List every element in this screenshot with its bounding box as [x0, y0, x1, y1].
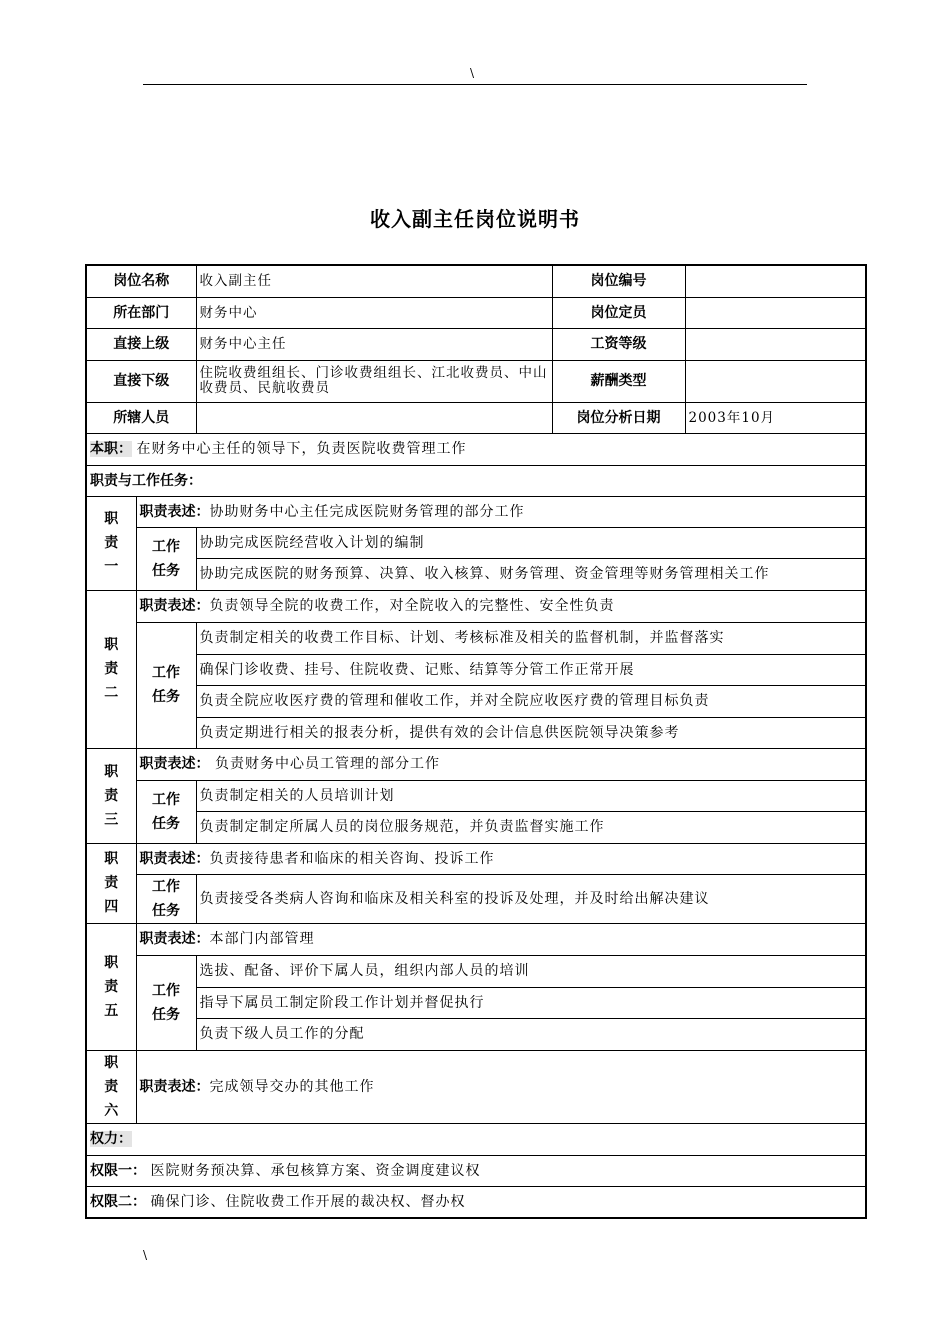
task-item: 选拔、配备、评价下属人员，组织内部人员的培训 [196, 955, 866, 987]
task-item: 负责定期进行相关的报表分析，提供有效的会计信息供医院领导决策参考 [196, 717, 866, 748]
info-value: 收入副主任 [196, 265, 552, 297]
task-item: 负责全院应收医疗费的管理和催收工作，并对全院应收医疗费的管理目标负责 [196, 685, 866, 717]
duty-desc: 负责接待患者和临床的相关咨询、投诉工作 [209, 850, 495, 867]
duty-name: 职 责 六 [86, 1050, 136, 1123]
task-item: 负责制定相关的收费工作目标、计划、考核标准及相关的监督机制，并监督落实 [196, 622, 866, 654]
info-value [685, 297, 866, 328]
duty-desc-label: 职责表述： [139, 756, 210, 772]
power-text: 医院财务预决算、承包核算方案、资金调度建议权 [150, 1162, 481, 1179]
task-item: 确保门诊收费、挂号、住院收费、记账、结算等分管工作正常开展 [196, 654, 866, 685]
duties-header-row [86, 465, 866, 496]
task-item: 负责制定相关的人员培训计划 [196, 780, 866, 811]
duty-summary-label: 本职： [90, 441, 132, 457]
power-header-row [86, 1123, 866, 1155]
power-row [86, 1155, 866, 1186]
duty-desc-row [86, 590, 866, 622]
power-row [86, 1186, 866, 1218]
document-title: 收入副主任岗位说明书 [370, 207, 580, 231]
duty-desc-row [86, 843, 866, 874]
task-label: 工作 任务 [136, 955, 196, 1050]
footer-mark: \ [143, 1248, 148, 1262]
power-label: 权限二： [90, 1193, 146, 1210]
info-label: 直接上级 [86, 328, 196, 360]
duty-desc-label: 职责表述： [139, 931, 210, 947]
task-item: 负责下级人员工作的分配 [196, 1018, 866, 1050]
info-label: 岗位编号 [552, 265, 685, 297]
duty-name: 职 责 一 [86, 496, 136, 590]
info-label: 岗位名称 [86, 265, 196, 297]
info-label: 岗位定员 [552, 297, 685, 328]
duty-desc-row [86, 1050, 866, 1123]
duties-header: 职责与工作任务： [86, 465, 866, 496]
info-row [86, 297, 866, 328]
info-row [86, 328, 866, 360]
power-header: 权力： [90, 1131, 132, 1147]
info-value [685, 328, 866, 360]
task-row [86, 622, 866, 654]
duty-desc: 负责财务中心员工管理的部分工作 [209, 756, 440, 772]
power-text: 确保门诊、住院收费工作开展的裁决权、督办权 [150, 1193, 466, 1210]
info-value: 财务中心主任 [196, 328, 552, 360]
task-row [86, 558, 866, 590]
duty-name: 职 责 二 [86, 590, 136, 748]
task-row [86, 685, 866, 717]
task-label: 工作 任务 [136, 780, 196, 843]
task-row [86, 874, 866, 923]
info-value [196, 402, 552, 433]
task-row [86, 717, 866, 748]
task-item: 协助完成医院经营收入计划的编制 [196, 527, 866, 558]
info-row [86, 402, 866, 433]
duty-summary-row [86, 433, 866, 465]
task-label: 工作 任务 [136, 622, 196, 748]
duty-desc: 负责领导全院的收费工作，对全院收入的完整性、安全性负责 [209, 598, 615, 614]
duty-desc-label: 职责表述： [139, 598, 210, 614]
header-mark: \ [470, 66, 475, 80]
duty-desc-row [86, 748, 866, 780]
info-label: 所在部门 [86, 297, 196, 328]
duty-name: 职 责 三 [86, 748, 136, 843]
duty-desc: 完成领导交办的其他工作 [209, 1078, 375, 1095]
duty-desc: 本部门内部管理 [209, 931, 315, 947]
task-item: 负责接受各类病人咨询和临床及相关科室的投诉及处理，并及时给出解决建议 [196, 874, 866, 923]
info-row [86, 265, 866, 297]
task-label: 工作 任务 [136, 874, 196, 923]
duty-desc-label: 职责表述： [139, 1078, 210, 1095]
duty-desc-label: 职责表述： [139, 503, 210, 520]
info-label: 薪酬类型 [552, 360, 685, 402]
task-row [86, 987, 866, 1018]
task-row [86, 1018, 866, 1050]
info-value: 2003年10月 [685, 402, 866, 433]
duty-name: 职 责 四 [86, 843, 136, 923]
info-label: 工资等级 [552, 328, 685, 360]
power-label: 权限一： [90, 1162, 146, 1179]
info-value [685, 265, 866, 297]
task-row [86, 955, 866, 987]
task-item: 协助完成医院的财务预算、决算、收入核算、财务管理、资金管理等财务管理相关工作 [196, 558, 866, 590]
task-label: 工作 任务 [136, 527, 196, 590]
duty-desc: 协助财务中心主任完成医院财务管理的部分工作 [209, 503, 525, 520]
task-item: 负责制定制定所属人员的岗位服务规范，并负责监督实施工作 [196, 811, 866, 843]
job-description-table [85, 264, 867, 1219]
task-row [86, 654, 866, 685]
info-label: 所辖人员 [86, 402, 196, 433]
info-row [86, 360, 866, 402]
header-rule [143, 84, 807, 85]
duty-desc-row [86, 923, 866, 955]
task-row [86, 811, 866, 843]
task-item: 指导下属员工制定阶段工作计划并督促执行 [196, 987, 866, 1018]
duty-desc-label: 职责表述： [139, 850, 210, 867]
task-row [86, 527, 866, 558]
info-label: 直接下级 [86, 360, 196, 402]
task-row [86, 780, 866, 811]
duty-name: 职 责 五 [86, 923, 136, 1050]
info-value: 财务中心 [196, 297, 552, 328]
duty-desc-row [86, 496, 866, 527]
duty-summary-text: 在财务中心主任的领导下，负责医院收费管理工作 [136, 441, 467, 457]
info-label: 岗位分析日期 [552, 402, 685, 433]
info-value: 住院收费组组长、门诊收费组组长、江北收费员、中山收费员、民航收费员 [196, 360, 552, 402]
info-value [685, 360, 866, 402]
